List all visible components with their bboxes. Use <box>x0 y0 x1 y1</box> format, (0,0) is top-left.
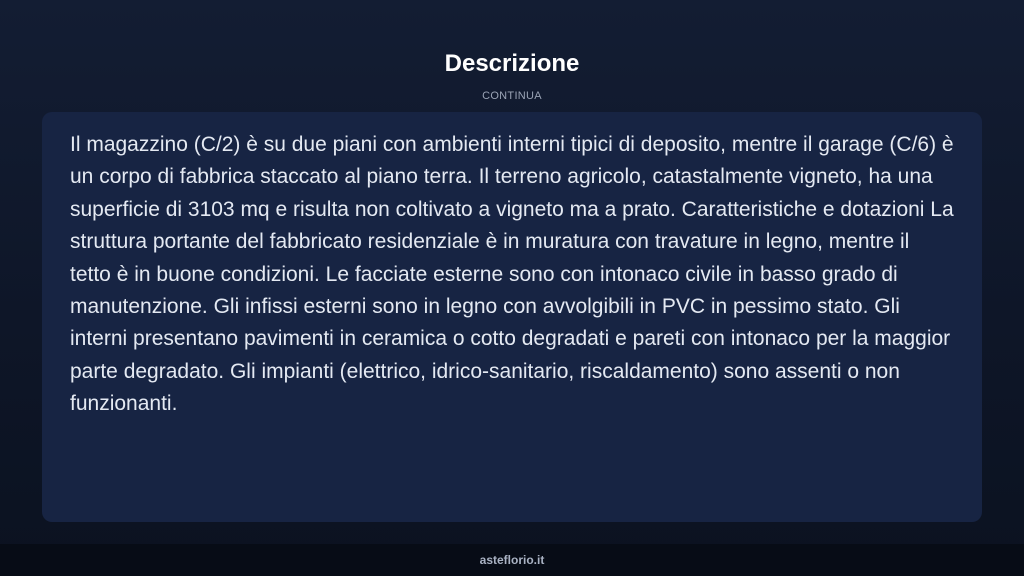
description-text: Il magazzino (C/2) è su due piani con ambienti interni tipici di deposito, mentre il garage (C/6) è un corpo di fabbrica staccato al piano terra. Il terreno agricolo, catastalmente vigneto, ha una superficie di 3103 mq e risulta non coltivato a vigneto ma a prato. Caratteristiche e dotazioni La struttura portante del fabbricato residenziale è in muratura con travature in legno, mentre il tetto è in buone condizioni. Le facciate esterne sono con intonaco civile in basso grado di manutenzione. Gli infissi esterni sono in legno con avvolgibili in PVC in pessimo stato. Gli interni presentano pavimenti in ceramica o cotto degradati e pareti con intonaco per la maggior parte degradato. Gli impianti (elettrico, idrico-sanitario, riscaldamento) sono assenti o non funzionanti. <box>70 133 954 416</box>
page-title: Descrizione <box>444 50 580 77</box>
footer-bar <box>0 544 1024 576</box>
page-header <box>0 50 1024 103</box>
description-card <box>42 112 982 522</box>
continuation-label: CONTINUA <box>482 90 542 102</box>
site-credit: asteflorio.it <box>479 553 545 567</box>
